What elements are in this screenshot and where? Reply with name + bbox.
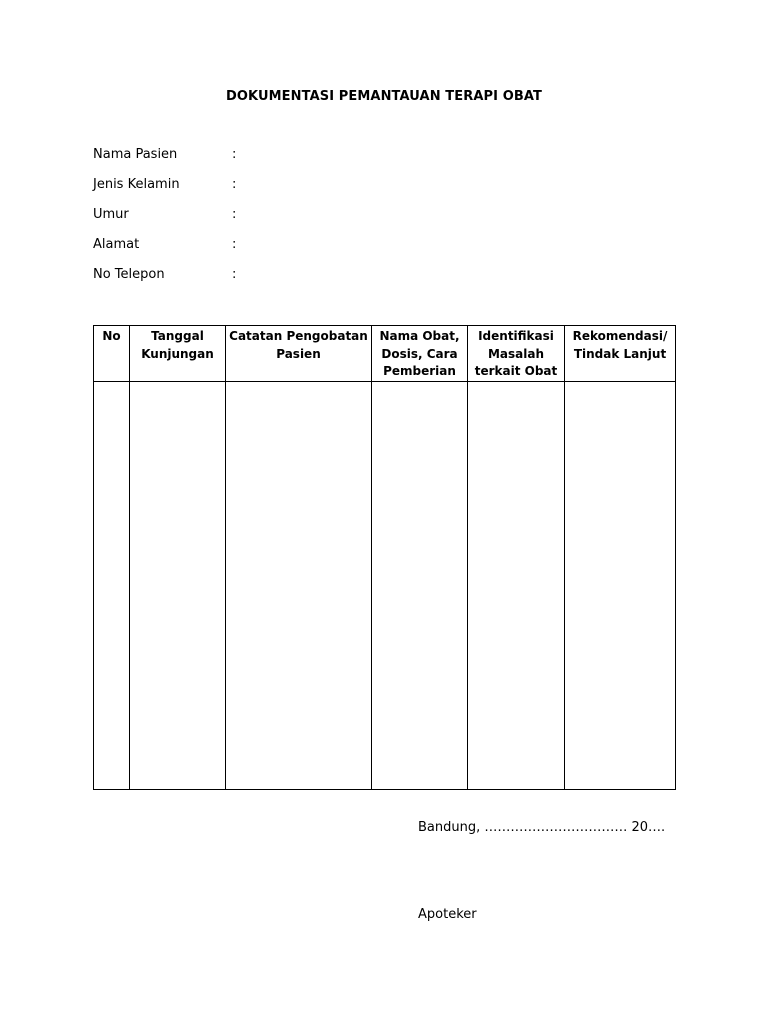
field-separator: :	[232, 237, 237, 252]
table-cell[interactable]	[372, 381, 468, 790]
column-header-nama-obat: Nama Obat, Dosis, Cara Pemberian	[372, 326, 468, 382]
page-title: DOKUMENTASI PEMANTAUAN TERAPI OBAT	[225, 89, 542, 104]
therapy-monitoring-table	[93, 325, 676, 790]
field-separator: :	[232, 177, 237, 192]
table-cell[interactable]	[226, 381, 372, 790]
column-header-no: No	[94, 326, 130, 382]
table-header-row	[94, 326, 676, 382]
field-label: Nama Pasien	[93, 147, 178, 162]
column-header-tanggal-kunjungan: Tanggal Kunjungan	[130, 326, 226, 382]
field-separator: :	[232, 147, 237, 162]
field-separator: :	[232, 207, 237, 222]
column-header-catatan-pengobatan: Catatan Pengobatan Pasien	[226, 326, 372, 382]
field-label: Umur	[93, 207, 129, 222]
table-cell[interactable]	[94, 381, 130, 790]
table-cell[interactable]	[130, 381, 226, 790]
table-cell[interactable]	[468, 381, 565, 790]
table-cell[interactable]	[565, 381, 676, 790]
column-header-rekomendasi: Rekomendasi/ Tindak Lanjut	[565, 326, 676, 382]
field-label: Alamat	[93, 237, 140, 252]
field-separator: :	[232, 267, 237, 282]
signer-title: Apoteker	[418, 907, 477, 922]
column-header-identifikasi-masalah: Identifikasi Masalah terkait Obat	[468, 326, 565, 382]
place-date-line: Bandung, …………………………… 20….	[418, 820, 666, 835]
field-label: Jenis Kelamin	[93, 177, 180, 192]
table-row	[94, 381, 676, 790]
field-label: No Telepon	[93, 267, 165, 282]
